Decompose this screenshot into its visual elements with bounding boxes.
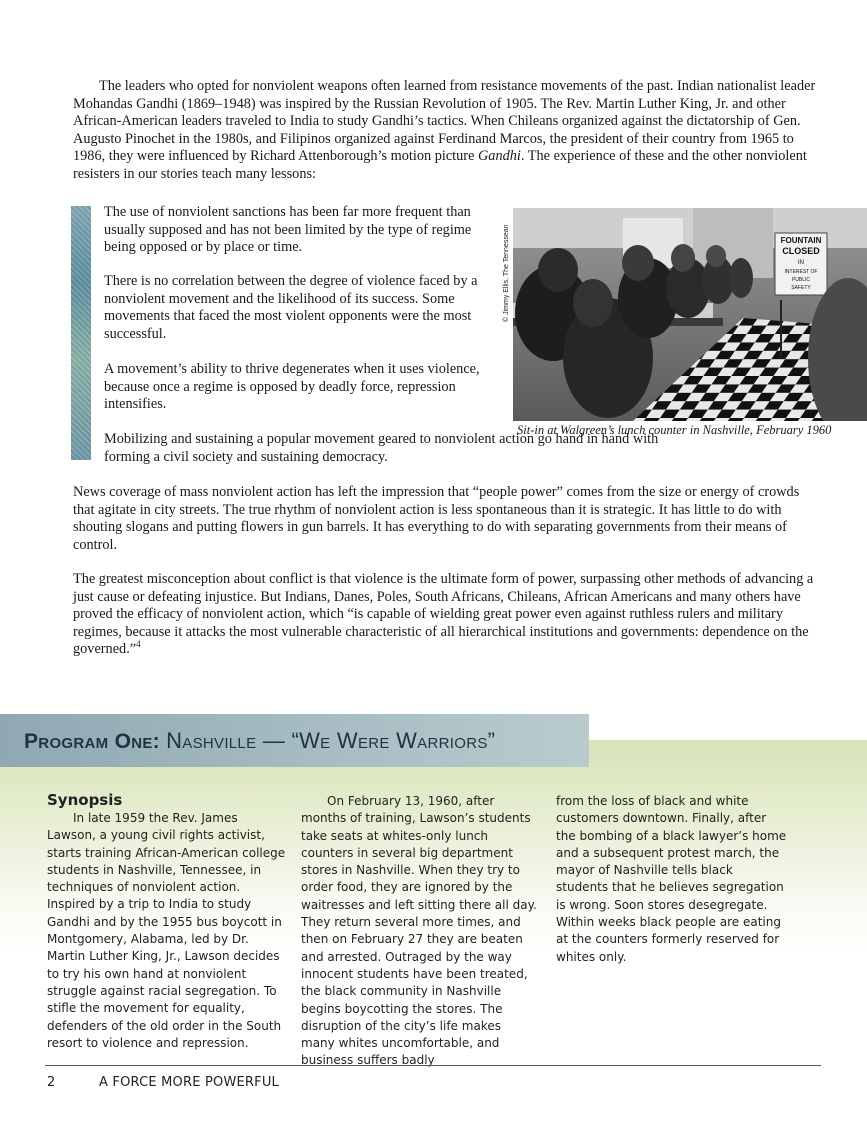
synopsis-column-3 — [556, 793, 788, 966]
sign-line: IN — [798, 260, 804, 266]
news-paragraph: News coverage of mass nonviolent action has left the impression that “people power” comes from the size or energy of crowds that agitate in city streets. The true rhythm of nonviolent action is less spontaneous than it is strategic. It has little to do with shouting slogans and putting flowers in gun barrels. It has everything to do with separating governments from their means of control. — [73, 484, 800, 553]
running-footer-title: A FORCE MORE POWERFUL — [99, 1075, 279, 1090]
synopsis-text: from the loss of black and white customers downtown. Finally, after the bombing of a black lawyer’s home and a subsequent protest march, the mayor of Nashville tells black students that he believes segregation is wrong. Soon stores desegregate. Within weeks black people are eating at the counters formerly reserved for whites only. — [556, 794, 787, 964]
sign-line: FOUNTAIN — [780, 236, 822, 245]
sit-in-photo-illustration — [513, 208, 867, 421]
program-heading — [24, 728, 495, 754]
photo-caption: Sit-in at Walgreen’s lunch counter in Nashville, February 1960 — [517, 423, 832, 437]
sign-line: PUBLIC — [791, 277, 811, 283]
program-banner — [0, 714, 589, 767]
lesson-item: The use of nonviolent sanctions has been far more frequent than usually supposed and has not been limited by the type of regime being opposed or by place or time. — [104, 204, 472, 256]
sit-in-photo — [513, 208, 867, 421]
sign-line: INTEREST OF — [784, 269, 818, 275]
intro-paragraph — [73, 78, 818, 184]
lessons-accent-bar — [71, 206, 91, 460]
program-label: Program One: — [24, 729, 160, 753]
photo-credit: © Jimmy Ellis, The Tennessean — [503, 224, 510, 322]
sign-line: SAFETY — [791, 285, 811, 291]
synopsis-heading: Synopsis — [47, 791, 123, 809]
lesson-item: A movement’s ability to thrive degenerates when it uses violence, because once a regime is opposed by deadly force, repression intensifies. — [104, 361, 480, 413]
page-number: 2 — [47, 1075, 56, 1090]
misconception-paragraph — [73, 571, 818, 659]
film-title: Gandhi — [477, 148, 521, 165]
synopsis-text: In late 1959 the Rev. James Lawson, a young civil rights activist, starts training African-American college students in Nashville, Tennessee, in techniques of nonviolent action. Inspired by a trip to India to study Gandhi and by the 1955 bus boycott in Montgomery, Alabama, led by Dr. Martin Luther King, Jr., Lawson decides to try his own hand at nonviolent struggle against racial segregation. To stifle the movement for equality, defenders of the old order in the South resort to violence and repression. — [47, 811, 286, 1050]
intro-text-1: The leaders who opted for nonviolent weapons often learned from resistance movements of the past. Indian nationalist leader Mohandas Gandhi (1869–1948) was inspired by the Russian Revolution of 1905. The Rev. Martin Luther King, Jr. and other African-American leaders traveled to India to study Gandhi’s tactics. When Chileans organized against the dictatorship of Gen. Augusto Pinochet in the 1980s, and Filipinos organized against Ferdinand Marcos, the president of their country from 1965 to 1986, they were influenced by Richard Attenborough’s motion picture — [73, 78, 816, 165]
synopsis-text: On February 13, 1960, after months of training, Lawson’s students take seats at whites-only lunch counters in several big department stores in Nashville. When they try to order food, they are ignored by the waitresses and left sitting there all day. They return several more times, and then on February 27 they are beaten and arrested. Outraged by the way innocent students have been treated, the black community in Nashville begins boycotting the stores. The disruption of the city’s life makes many whites uncomfortable, and business suffers badly — [301, 794, 537, 1068]
lesson-item: Mobilizing and sustaining a popular movement geared to nonviolent action go hand in hand with forming a civil society and sustaining democracy. — [104, 431, 659, 465]
synopsis-column-1 — [47, 791, 287, 1052]
synopsis-column-2 — [301, 793, 537, 1070]
footnote-marker: 4 — [136, 639, 141, 650]
lesson-item: There is no correlation between the degree of violence faced by a nonviolent movement and the likelihood of its success. Some movements that faced the most violent opponents were the most successful. — [104, 273, 478, 342]
sign-line: CLOSED — [782, 246, 820, 256]
misconception-text: The greatest misconception about conflict is that violence is the ultimate form of power, surpassing other methods of advancing a just cause or defeating injustice. But Indians, Danes, Poles, South Africans, Chileans, African Americans and many others have proved the efficacy of nonviolent action, which “is capable of wielding great power even against ruthless rulers and military regimes, because it attacks the most vulnerable characteristic of all hierarchical institutions and governments: dependence on the governed.” — [73, 571, 814, 658]
program-title: Nashville — “We Were Warriors” — [166, 727, 496, 753]
intro-text-2: . The experience of these and the other nonviolent resisters in our stories teach many lessons: — [73, 148, 807, 182]
footer-divider — [45, 1065, 821, 1066]
